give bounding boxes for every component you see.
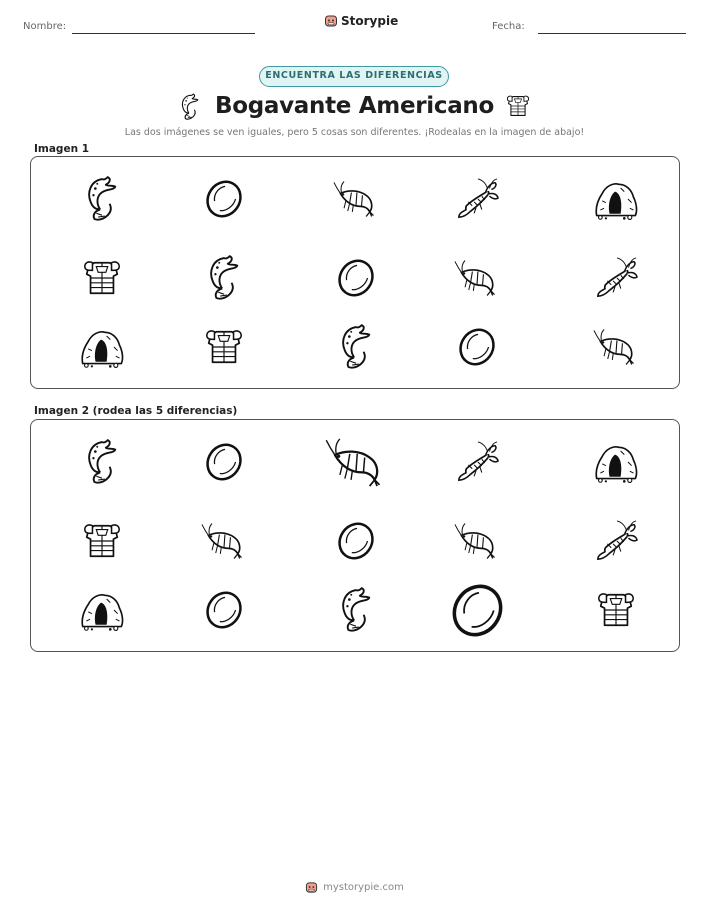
image1-cell-lobster: [447, 169, 507, 229]
name-line[interactable]: [72, 33, 255, 34]
image2-cell-shrimp[interactable]: [447, 511, 507, 571]
cave-icon: [593, 441, 639, 483]
claw-icon: [205, 254, 243, 302]
image2-cell-cave[interactable]: [586, 432, 646, 492]
image2-cell-claw[interactable]: [326, 580, 386, 640]
shrimp-icon: [593, 328, 639, 366]
image1-panel: [30, 156, 680, 389]
footer-url[interactable]: mystorypie.com: [323, 882, 404, 893]
armor-icon: [81, 257, 123, 299]
image1-cell-egg: [447, 317, 507, 377]
claw-icon: [337, 323, 375, 371]
shrimp-icon: [333, 180, 379, 218]
image2-cell-egg[interactable]: [447, 580, 507, 640]
lobster-icon: [592, 256, 640, 300]
image1-cell-claw: [326, 317, 386, 377]
image1-cell-cave: [72, 317, 132, 377]
instructions: Las dos imágenes se ven iguales, pero 5 cosas son diferentes. ¡Rodealas en la imagen de abajo!: [124, 127, 585, 138]
armor-icon: [203, 326, 245, 368]
date-line[interactable]: [538, 33, 686, 34]
image1-cell-armor: [194, 317, 254, 377]
lobster-icon: [453, 440, 501, 484]
image2-cell-egg[interactable]: [194, 432, 254, 492]
cave-icon: [593, 178, 639, 220]
lobster-icon: [453, 177, 501, 221]
armor-icon: [505, 93, 531, 119]
storypie-mascot-icon: [324, 14, 338, 28]
image1-cell-egg: [194, 169, 254, 229]
armor-title-icon: [505, 93, 529, 121]
image1-cell-armor: [72, 248, 132, 308]
image1-label: Imagen 1: [34, 143, 90, 155]
image2-label: Imagen 2 (rodea las 5 diferencias): [34, 405, 238, 417]
claw-icon: [83, 175, 121, 223]
claw-icon: [337, 586, 375, 634]
egg-icon: [448, 581, 507, 640]
image2-cell-cave[interactable]: [72, 580, 132, 640]
claw-icon: [83, 438, 121, 486]
armor-icon: [81, 520, 123, 562]
egg-icon: [456, 326, 498, 368]
image2-cell-shrimp[interactable]: [194, 511, 254, 571]
image2-cell-egg[interactable]: [194, 580, 254, 640]
name-label: Nombre:: [23, 21, 67, 32]
brand-logo: [324, 14, 398, 28]
activity-badge: ENCUENTRA LAS DIFERENCIAS: [259, 66, 449, 87]
image1-cell-shrimp: [447, 248, 507, 308]
image2-panel[interactable]: [30, 419, 680, 652]
image1-cell-claw: [72, 169, 132, 229]
date-label: Fecha:: [492, 21, 525, 32]
image1-cell-claw: [194, 248, 254, 308]
brand-name: Storypie: [341, 14, 399, 28]
cave-icon: [79, 326, 125, 368]
egg-icon: [203, 178, 245, 220]
claw-icon: [178, 93, 202, 121]
shrimp-icon: [325, 437, 387, 488]
image1-cell-cave: [586, 169, 646, 229]
page-title: Bogavante Americano: [214, 93, 495, 119]
image2-cell-shrimp[interactable]: [325, 432, 387, 492]
shrimp-icon: [201, 522, 247, 560]
image2-cell-claw[interactable]: [72, 432, 132, 492]
storypie-mascot-icon: [305, 881, 318, 894]
claw-title-icon: [178, 93, 202, 121]
lobster-icon: [592, 519, 640, 563]
image2-cell-armor[interactable]: [586, 580, 646, 640]
egg-icon: [335, 520, 377, 562]
footer: [0, 881, 709, 894]
image2-cell-egg[interactable]: [326, 511, 386, 571]
image1-cell-shrimp: [326, 169, 386, 229]
image2-cell-lobster[interactable]: [586, 511, 646, 571]
image2-cell-lobster[interactable]: [447, 432, 507, 492]
egg-icon: [203, 441, 245, 483]
image2-cell-armor[interactable]: [72, 511, 132, 571]
egg-icon: [335, 257, 377, 299]
egg-icon: [203, 589, 245, 631]
image1-cell-shrimp: [586, 317, 646, 377]
armor-icon: [595, 589, 637, 631]
cave-icon: [79, 589, 125, 631]
shrimp-icon: [454, 522, 500, 560]
image1-cell-egg: [326, 248, 386, 308]
image1-cell-lobster: [586, 248, 646, 308]
shrimp-icon: [454, 259, 500, 297]
